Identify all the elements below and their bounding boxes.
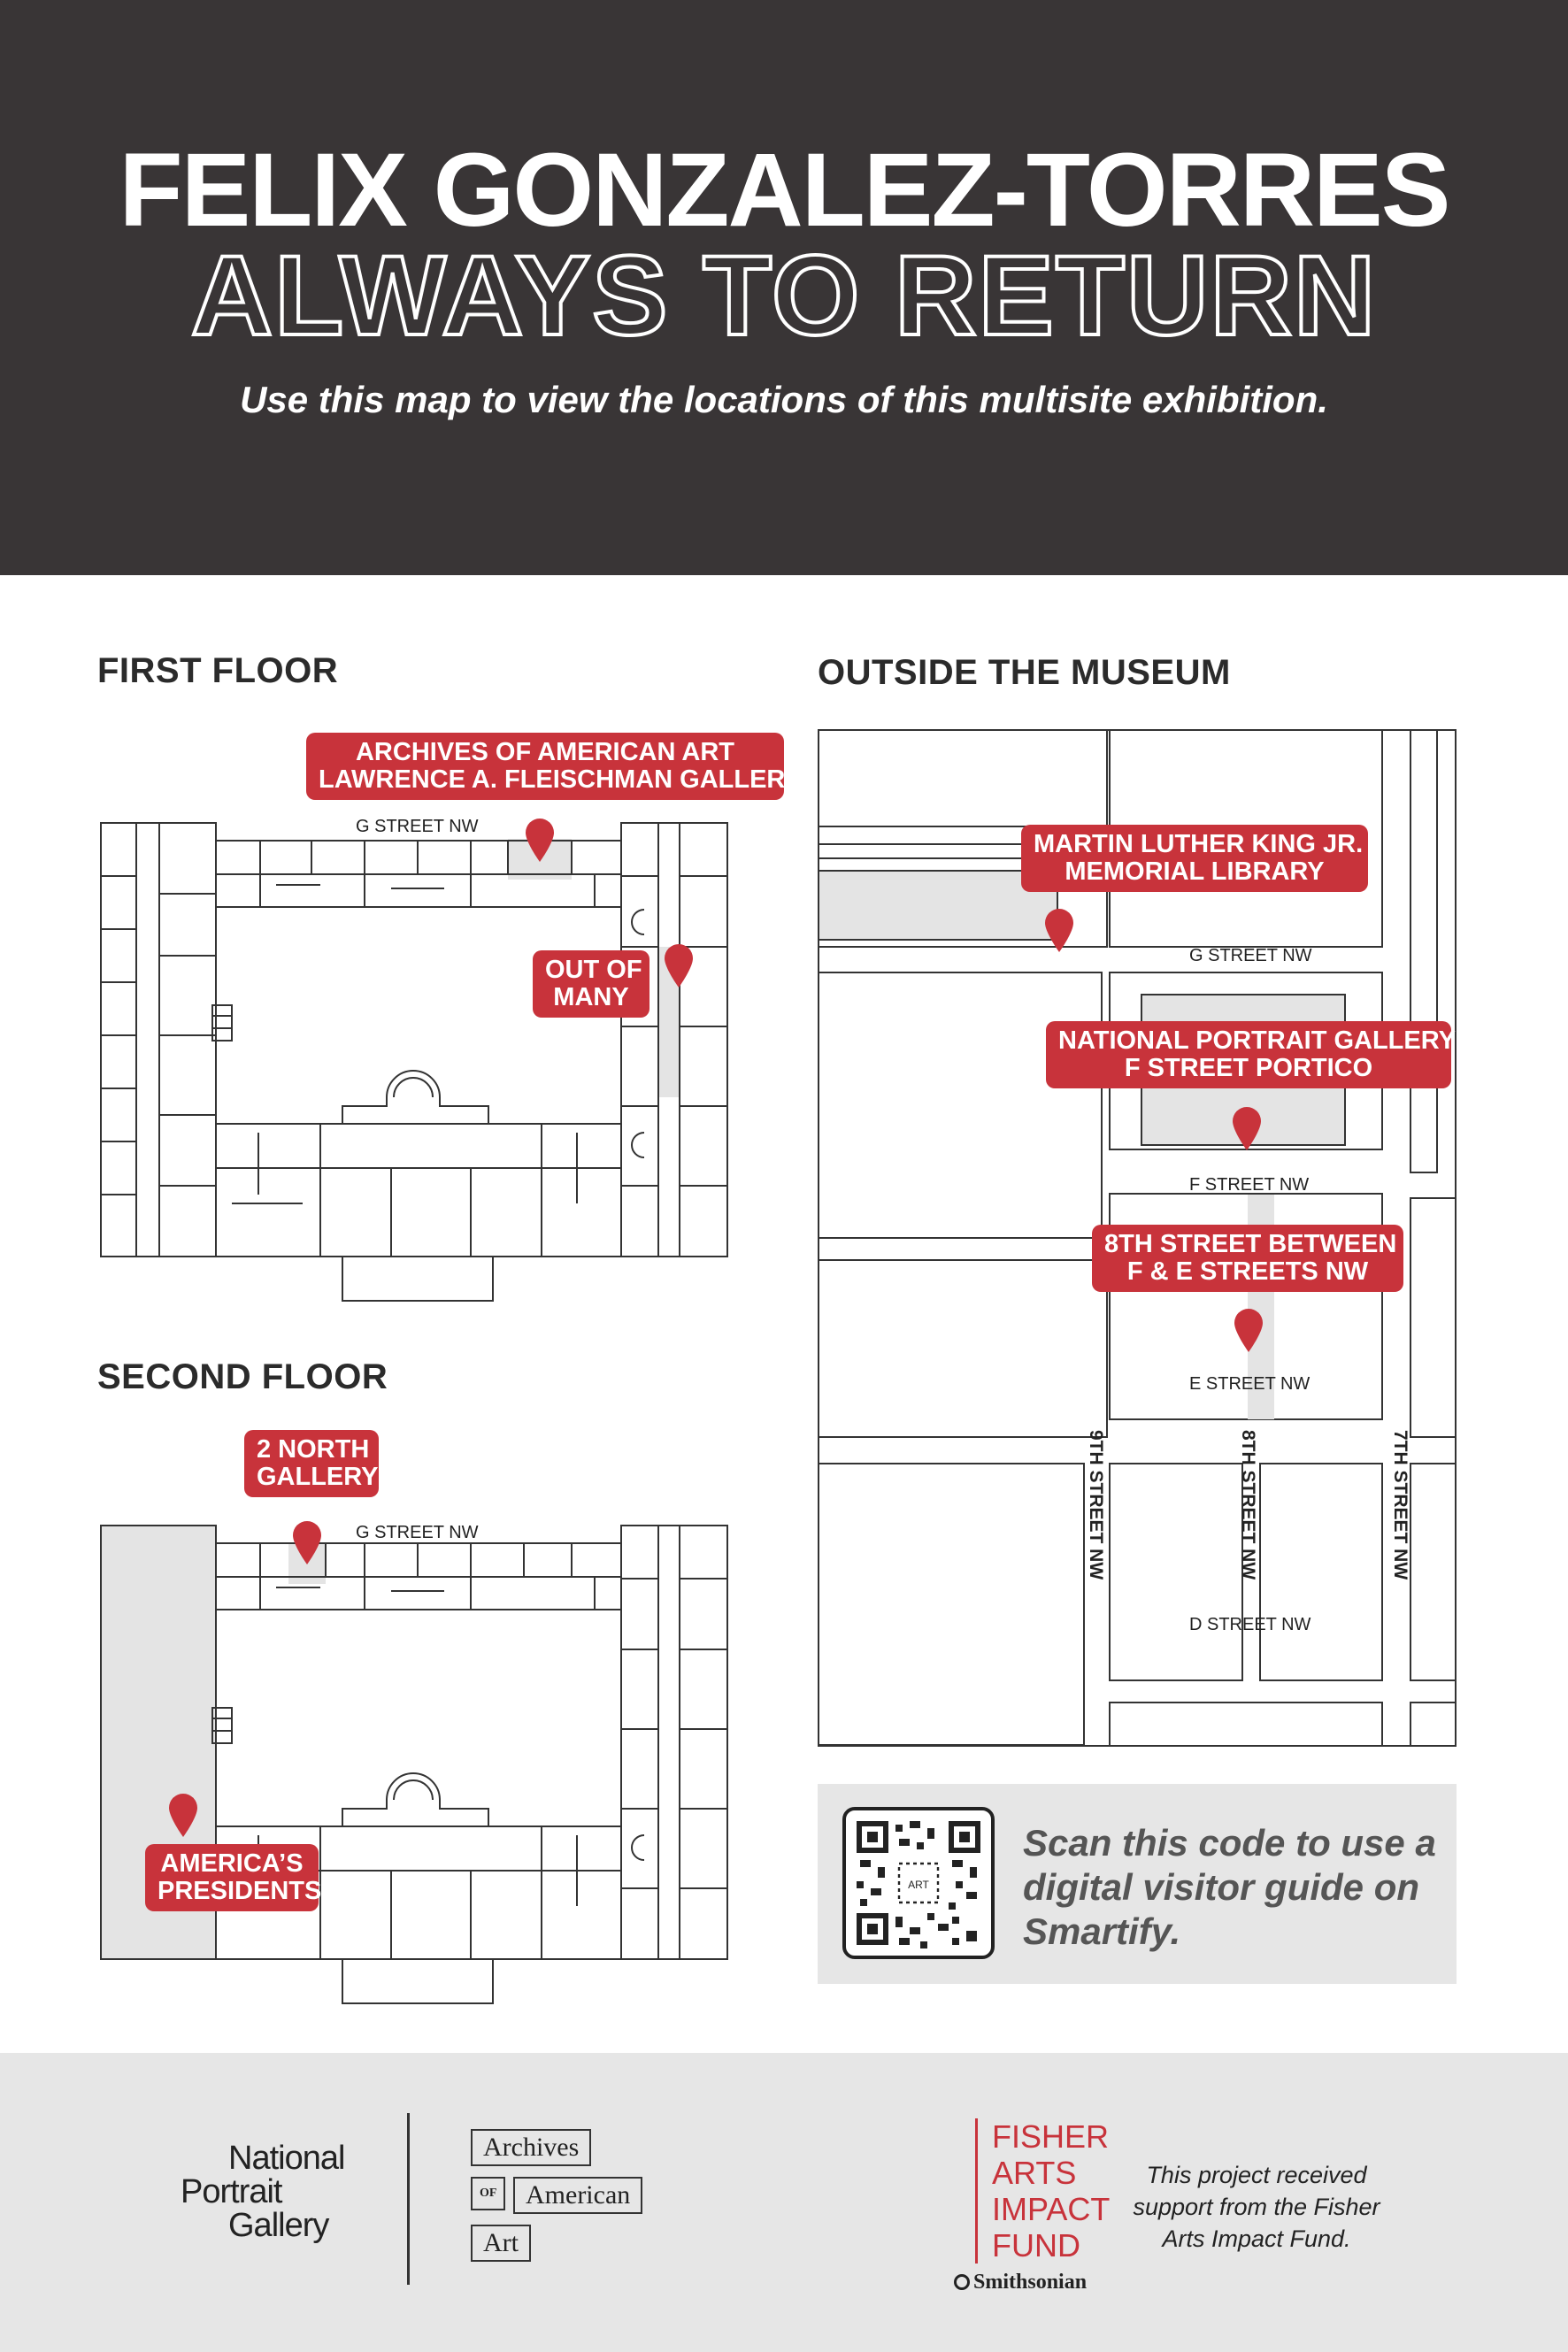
- aaa-logo-art: Art: [471, 2225, 531, 2262]
- qr-pattern: [846, 1810, 991, 1956]
- npg-logo-line-1: National: [228, 2140, 345, 2177]
- outside-e-street: E STREET NW: [1189, 1374, 1311, 1394]
- smithsonian-logo: Smithsonian: [954, 2271, 1087, 2294]
- mlk-library-label: MARTIN LUTHER KING JR. MEMORIAL LIBRARY: [1021, 825, 1368, 892]
- first-floor-plan: [99, 814, 736, 1292]
- second-floor-heading: SECOND FLOOR: [97, 1357, 388, 1396]
- header-banner: [0, 0, 1568, 575]
- support-note: This project received support from the Fisher Arts Impact Fund.: [1133, 2162, 1380, 2252]
- exhibition-title: ALWAYS TO RETURN: [190, 233, 1378, 359]
- subtitle: Use this map to view the locations of this multisite exhibition.: [240, 379, 1328, 420]
- aaa-logo-american: American: [513, 2177, 642, 2214]
- outside-d-street: D STREET NW: [1189, 1615, 1311, 1634]
- aaa-logo-archives: Archives: [471, 2129, 591, 2166]
- north-gallery-label: 2 NORTH GALLERY: [244, 1430, 379, 1497]
- npg-portico-label: NATIONAL PORTRAIT GALLERY F STREET PORTICO: [1046, 1021, 1451, 1088]
- north-gallery-pin-icon: [290, 1520, 324, 1566]
- qr-instructions: Scan this code to use a digital visitor guide on Smartify.: [1023, 1822, 1436, 1952]
- americas-presidents-label: AMERICA’S PRESIDENTS: [145, 1844, 319, 1911]
- outside-9th-street: 9TH STREET NW: [1086, 1430, 1106, 1580]
- npg-portico-pin-icon: [1230, 1106, 1264, 1152]
- sf-street-label: G STREET NW: [356, 1523, 479, 1542]
- sun-icon: [954, 2274, 970, 2290]
- npg-logo-line-2: Portrait: [181, 2173, 282, 2210]
- footer-divider: [407, 2113, 410, 2285]
- eighth-street-pin-icon: [1232, 1308, 1265, 1354]
- archives-gallery-pin-icon: [523, 818, 557, 864]
- out-of-many-label: OUT OF MANY: [533, 950, 649, 1018]
- second-floor-plan: [99, 1517, 736, 1995]
- aaa-logo-of: OF: [471, 2177, 505, 2210]
- qr-code-icon[interactable]: [842, 1807, 995, 1959]
- americas-presidents-pin-icon: [166, 1793, 200, 1839]
- fisher-logo: FISHER ARTS IMPACT FUND: [975, 2118, 1110, 2264]
- out-of-many-pin-icon: [662, 943, 696, 989]
- first-floor-heading: FIRST FLOOR: [97, 651, 339, 690]
- ff-street-label: G STREET NW: [356, 817, 479, 836]
- archives-gallery-label: ARCHIVES OF AMERICAN ART LAWRENCE A. FLEISCHMAN GALLERY: [306, 733, 784, 800]
- mlk-library-pin-icon: [1042, 908, 1076, 954]
- npg-logo-line-3: Gallery: [228, 2207, 329, 2244]
- outside-heading: OUTSIDE THE MUSEUM: [818, 653, 1231, 692]
- outside-g-street: G STREET NW: [1189, 946, 1312, 965]
- outside-f-street: F STREET NW: [1189, 1175, 1310, 1195]
- qr-center-label: ART: [908, 1879, 929, 1891]
- qr-panel: [818, 1784, 1457, 1984]
- outside-8th-street: 8TH STREET NW: [1238, 1430, 1258, 1580]
- outside-7th-street: 7TH STREET NW: [1390, 1430, 1410, 1580]
- eighth-street-label: 8TH STREET BETWEEN F & E STREETS NW: [1092, 1225, 1403, 1292]
- artist-title: FELIX GONZALEZ-TORRES: [119, 132, 1449, 249]
